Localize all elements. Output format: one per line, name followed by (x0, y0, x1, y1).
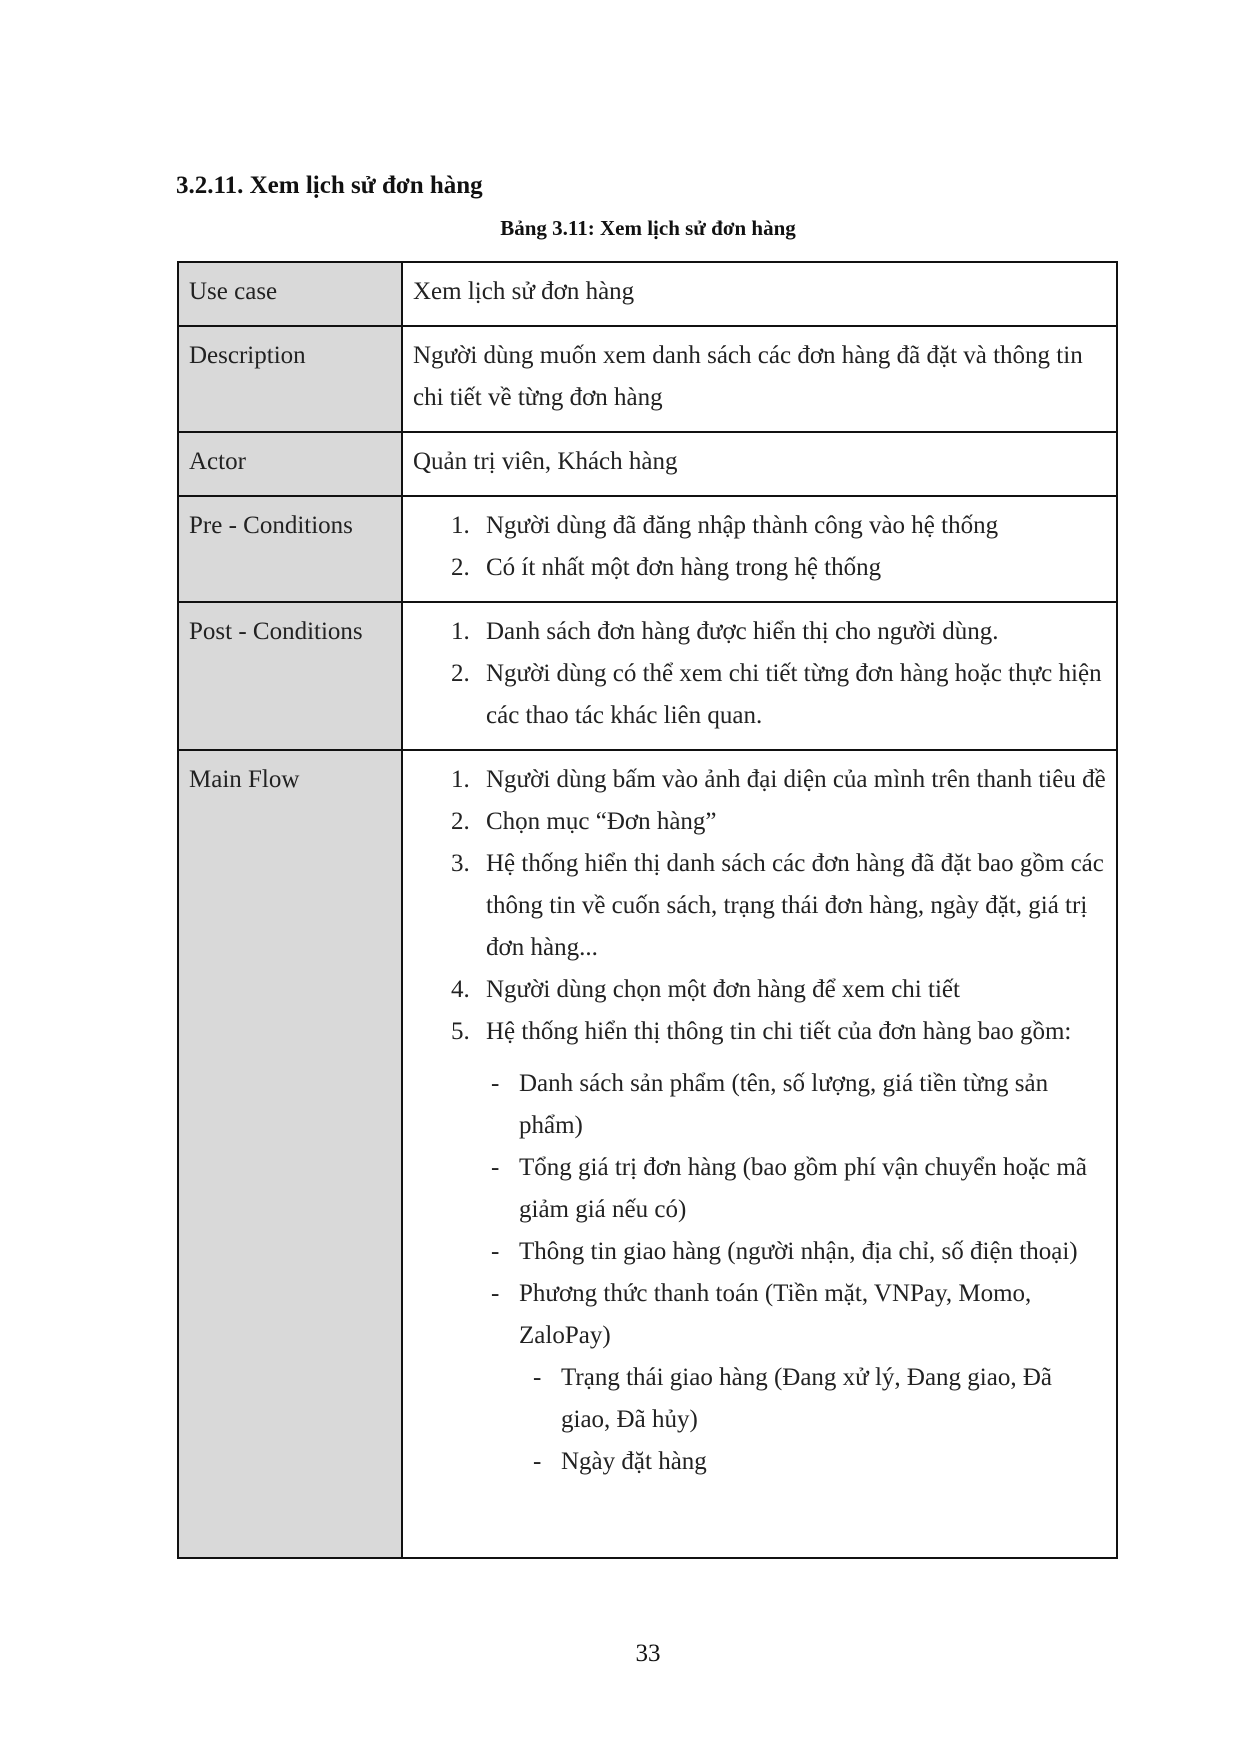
row-use-case (178, 262, 1117, 326)
list-item-text: Có ít nhất một đơn hàng trong hệ thống (486, 554, 882, 581)
list-item (413, 1357, 1106, 1441)
section-heading: 3.2.11. Xem lịch sử đơn hàng (176, 172, 483, 199)
list-item (413, 1441, 1106, 1483)
row-main-flow (178, 750, 1117, 1558)
description-label: Description (178, 326, 402, 432)
list-item-text: Ngày đặt hàng (561, 1448, 707, 1475)
list-number: 1. (451, 766, 470, 793)
order-sub-details-list (413, 1357, 1106, 1483)
post-conditions-value (402, 602, 1117, 750)
list-item (413, 505, 1106, 547)
list-item-text: Thông tin giao hàng (người nhận, địa chỉ, số điện thoại) (519, 1238, 1078, 1265)
list-item-text: Người dùng đã đăng nhập thành công vào hệ thống (486, 512, 999, 539)
main-flow-value (402, 750, 1117, 1558)
list-number: 1. (451, 512, 470, 539)
use-case-table (177, 261, 1118, 1559)
row-actor (178, 432, 1117, 496)
list-item-text: Trạng thái giao hàng (Đang xử lý, Đang giao, Đã giao, Đã hủy) (561, 1364, 1053, 1433)
use-case-label: Use case (178, 262, 402, 326)
list-item (413, 1147, 1106, 1231)
list-item (413, 843, 1106, 969)
list-item (413, 801, 1106, 843)
main-flow-label: Main Flow (178, 750, 402, 1558)
list-item (413, 547, 1106, 589)
list-item-text: Danh sách sản phẩm (tên, số lượng, giá tiền từng sản phẩm) (519, 1070, 1049, 1139)
list-item (413, 759, 1106, 801)
list-item-text: Người dùng chọn một đơn hàng để xem chi tiết (486, 976, 960, 1003)
row-post-conditions (178, 602, 1117, 750)
list-item (413, 1231, 1106, 1273)
dash-marker: - (491, 1280, 500, 1307)
list-item-text: Người dùng bấm vào ảnh đại diện của mình trên thanh tiêu đề (486, 766, 1106, 793)
list-item (413, 1063, 1106, 1147)
list-item (413, 969, 1106, 1011)
dash-marker: - (533, 1364, 542, 1391)
list-number: 2. (451, 808, 470, 835)
order-details-list (413, 1063, 1106, 1357)
actor-value: Quản trị viên, Khách hàng (402, 432, 1117, 496)
description-value: Người dùng muốn xem danh sách các đơn hàng đã đặt và thông tin chi tiết về từng đơn hàng (402, 326, 1117, 432)
list-number: 4. (451, 976, 470, 1003)
list-item-text: Tổng giá trị đơn hàng (bao gồm phí vận chuyển hoặc mã giảm giá nếu có) (519, 1154, 1087, 1223)
row-pre-conditions (178, 496, 1117, 602)
pre-conditions-list (413, 505, 1106, 589)
pre-conditions-label: Pre - Conditions (178, 496, 402, 602)
list-number: 3. (451, 850, 470, 877)
dash-marker: - (533, 1448, 542, 1475)
list-item (413, 1273, 1106, 1357)
table-caption: Bảng 3.11: Xem lịch sử đơn hàng (500, 216, 796, 240)
list-item (413, 611, 1106, 653)
list-item (413, 1011, 1106, 1053)
row-description (178, 326, 1117, 432)
pre-conditions-value (402, 496, 1117, 602)
post-conditions-label: Post - Conditions (178, 602, 402, 750)
list-item (413, 653, 1106, 737)
list-number: 5. (451, 1018, 470, 1045)
list-item-text: Hệ thống hiển thị thông tin chi tiết của đơn hàng bao gồm: (486, 1018, 1072, 1045)
post-conditions-list (413, 611, 1106, 737)
list-item-text: Danh sách đơn hàng được hiển thị cho người dùng. (486, 618, 999, 645)
list-number: 2. (451, 660, 470, 687)
use-case-value: Xem lịch sử đơn hàng (402, 262, 1117, 326)
list-item-text: Chọn mục “Đơn hàng” (486, 808, 717, 835)
list-number: 1. (451, 618, 470, 645)
dash-marker: - (491, 1238, 500, 1265)
list-item-text: Phương thức thanh toán (Tiền mặt, VNPay, Momo, ZaloPay) (519, 1280, 1032, 1349)
list-item-text: Người dùng có thể xem chi tiết từng đơn hàng hoặc thực hiện các thao tác khác liên quan. (486, 660, 1102, 729)
dash-marker: - (491, 1154, 500, 1181)
page-number: 33 (635, 1640, 661, 1667)
actor-label: Actor (178, 432, 402, 496)
list-item-text: Hệ thống hiển thị danh sách các đơn hàng đã đặt bao gồm các thông tin về cuốn sách, trạng thái đơn hàng, ngày đặt, giá trị đơn hàng... (486, 850, 1104, 961)
dash-marker: - (491, 1070, 500, 1097)
list-number: 2. (451, 554, 470, 581)
main-flow-steps (413, 759, 1106, 1053)
